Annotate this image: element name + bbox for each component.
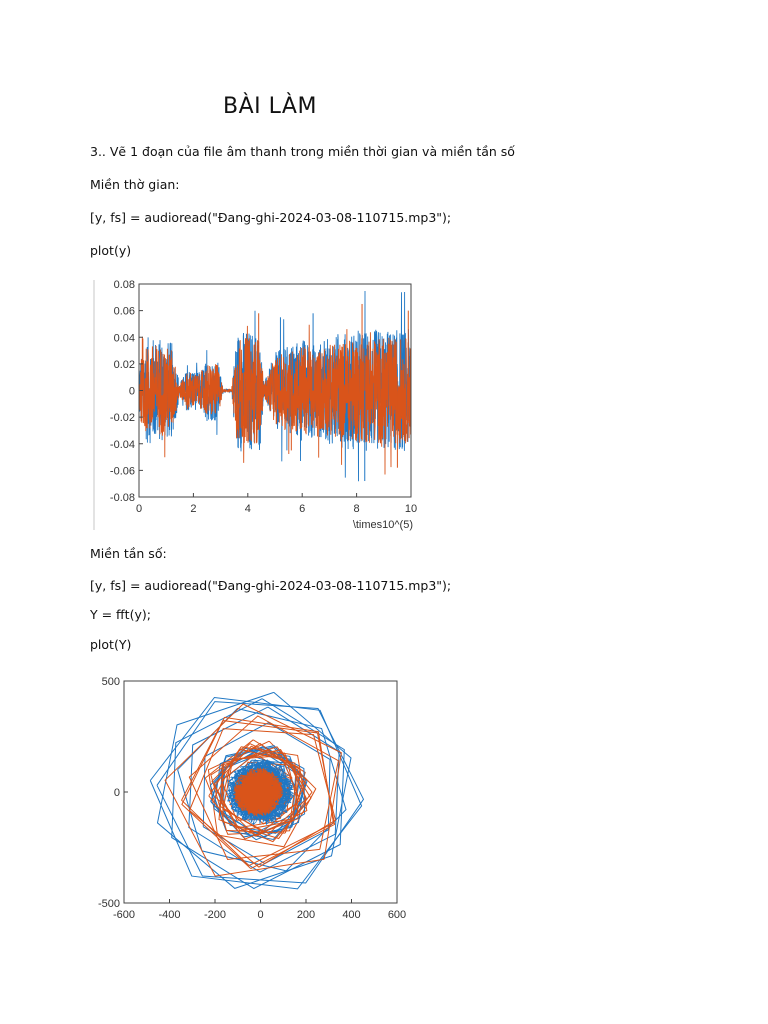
y-tick-label: 0.06 — [113, 305, 135, 318]
code-line-plot-y: plot(y) — [90, 243, 132, 258]
x-tick-label: 400 — [342, 909, 361, 921]
x-tick-label: 10 — [404, 503, 418, 515]
code-line-audioread: [y, fs] = audioread("Đang-ghi-2024-03-08-110715.mp3"); — [90, 210, 452, 225]
code-line-plot-Y: plot(Y) — [90, 637, 132, 652]
x-exponent-label: \times10^(5) — [352, 519, 413, 531]
task-heading: 3.. Vẽ 1 đoạn của file âm thanh trong miền thời gian và miền tần số — [90, 144, 515, 159]
x-tick-label: 6 — [299, 503, 306, 515]
x-tick-label: 200 — [296, 909, 316, 921]
y-tick-label: -500 — [97, 898, 120, 910]
y-tick-label: 0.02 — [113, 358, 135, 371]
frequency-domain-label: Miền tần số: — [90, 546, 167, 561]
x-tick-label: 4 — [244, 503, 251, 515]
x-tick-label: 600 — [387, 909, 407, 921]
y-tick-label: 0.04 — [113, 332, 135, 345]
frequency-domain-chart — [92, 672, 422, 926]
code-line-audioread-2: [y, fs] = audioread("Đang-ghi-2024-03-08-110715.mp3"); — [90, 578, 452, 593]
y-tick-label: 0.08 — [113, 279, 135, 291]
y-tick-label: -0.04 — [109, 438, 135, 451]
fft-series-group — [150, 692, 363, 889]
frequency-domain-figure — [92, 672, 422, 926]
x-tick-label: -200 — [203, 909, 227, 921]
x-tick-label: -400 — [158, 909, 181, 921]
y-tick-label: 0 — [128, 385, 135, 398]
y-tick-label: 500 — [101, 676, 120, 688]
series-line-channel-2 — [139, 325, 411, 475]
time-domain-figure — [92, 272, 422, 534]
y-tick-label: -0.06 — [109, 465, 135, 478]
time-domain-label: Miền thờ gian: — [90, 177, 180, 192]
y-tick-label: -0.08 — [109, 492, 135, 504]
x-tick-label: 2 — [190, 503, 197, 515]
page-title: BÀI LÀM — [223, 94, 317, 119]
time-domain-chart — [92, 272, 422, 534]
x-tick-label: 0 — [135, 503, 143, 515]
y-tick-label: -0.02 — [109, 412, 135, 425]
x-tick-label: -600 — [112, 909, 136, 921]
code-line-fft: Y = fft(y); — [90, 607, 151, 622]
x-tick-label: 8 — [353, 503, 360, 515]
x-tick-label: 0 — [257, 909, 264, 921]
y-tick-label: 0 — [113, 787, 120, 799]
